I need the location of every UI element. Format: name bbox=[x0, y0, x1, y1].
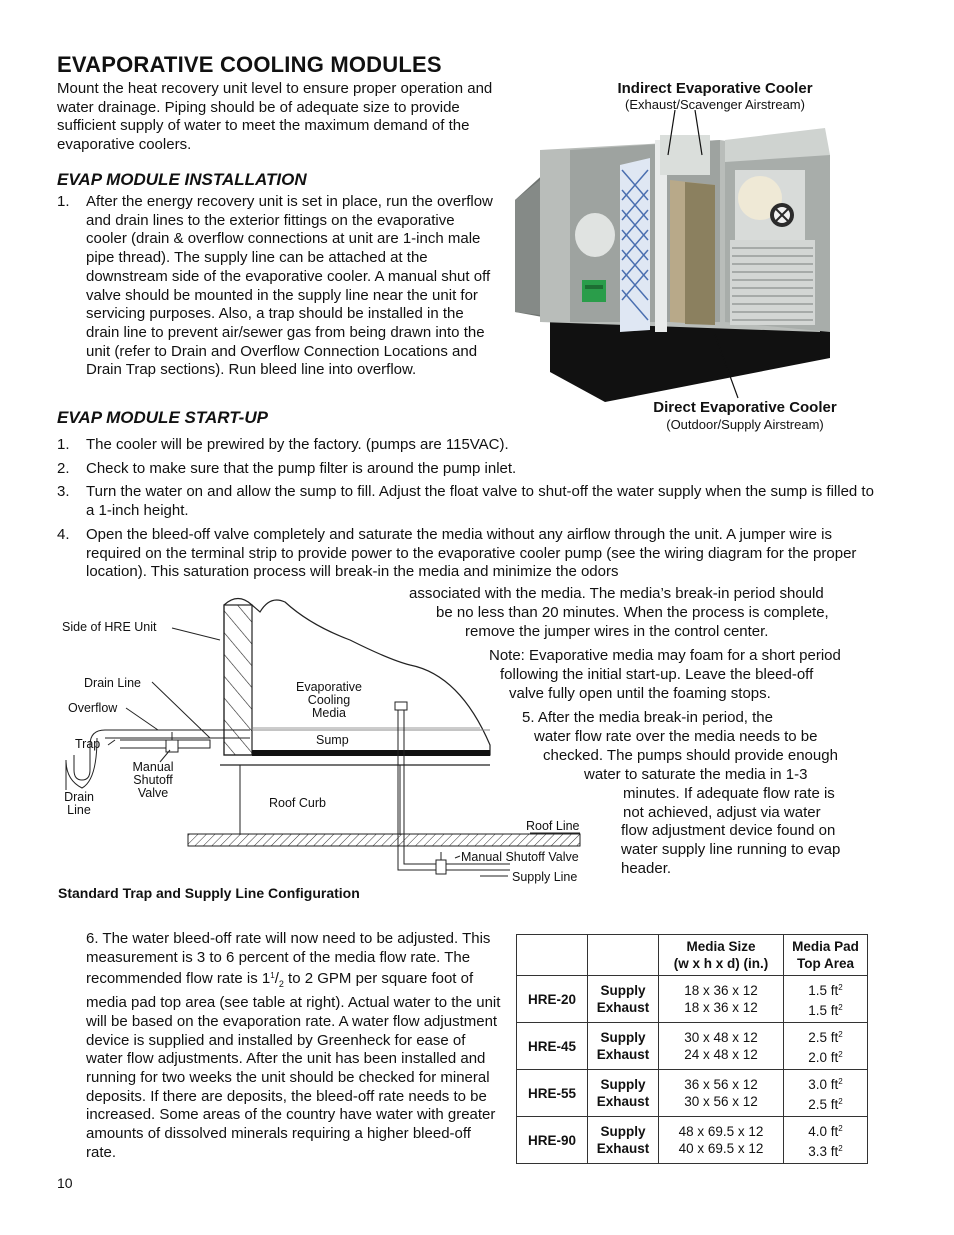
label-roof-line: Roof Line bbox=[526, 819, 580, 833]
supply-label: Supply bbox=[600, 1030, 646, 1045]
model-cell: HRE-55 bbox=[517, 1070, 588, 1117]
installation-heading: EVAP MODULE INSTALLATION bbox=[57, 170, 307, 189]
direct-cooler-sublabel: (Outdoor/Supply Airstream) bbox=[666, 417, 824, 432]
item6-text-end: to 2 GPM per square foot of media pad top area (see table at right). Actual water to the unit will be based on the evaporation rate. A water flow adjustment device is supplied and installed by Greenheck for ease of water flow adjustments. After the unit has been installed and running for two weeks the unit should be checked for mineral deposits. If there are deposits, the bleed-off rate needs to be increased. Some areas of the country have water with greater amounts of dissolved minerals requiring a higher bleed-off rate. bbox=[86, 970, 501, 1161]
item5-line: water flow rate over the media needs to be bbox=[534, 728, 818, 745]
label-line: Cooling bbox=[307, 693, 351, 707]
startup-item bbox=[57, 436, 877, 455]
item4-continued-line: associated with the media. The media’s break-in period should bbox=[409, 585, 824, 602]
exhaust-label: Exhaust bbox=[596, 1094, 650, 1109]
item4-continued-line: be no less than 20 minutes. When the process is complete, bbox=[436, 604, 829, 621]
exponent: 2 bbox=[838, 1050, 843, 1059]
startup-list bbox=[57, 436, 877, 582]
exhaust-area: 3.3 ft bbox=[808, 1144, 839, 1159]
exponent: 2 bbox=[838, 1097, 843, 1106]
item-number: 2. bbox=[57, 459, 70, 477]
label-trap: Trap bbox=[75, 737, 101, 751]
label-manual-shutoff-valve bbox=[124, 761, 182, 800]
startup-item bbox=[57, 483, 877, 520]
startup-item bbox=[57, 460, 877, 479]
item-number: 1. bbox=[57, 436, 70, 453]
top-area-cell bbox=[784, 1023, 868, 1070]
item-text: Turn the water on and allow the sump to fill. Adjust the float valve to shut-off the water supply when the sump is filled to a 1-inch height. bbox=[86, 483, 874, 520]
label-line: Shutoff bbox=[133, 773, 173, 787]
label-line: Valve bbox=[137, 786, 169, 800]
item5-line: water supply line running to evap bbox=[621, 841, 841, 858]
item6-paragraph: 6. The water bleed-off rate will now need to be adjusted. This measurement is 3 to 6 percent of the media flow rate. The recommended flow rate is $1^1/_2$ to 2 GPM per square foot of media pad top area (see table at right). Actual water to the unit will be based on the evaporation rate. A water flow adjustment device is supplied and installed by Greenheck for ease of water flow adjustments. After the unit has been installed and running for two weeks the unit should be checked for mineral deposits. If there are deposits, the bleed-off rate needs to be increased. Some areas of the country have water with greater amounts of dissolved minerals requiring a higher bleed-off rate. bbox=[86, 930, 501, 1161]
diagram-caption: Standard Trap and Supply Line Configuration bbox=[58, 885, 360, 901]
airstream-cell bbox=[588, 1117, 659, 1164]
exponent: 2 bbox=[838, 1144, 843, 1153]
table-row bbox=[517, 976, 868, 1023]
item5-line: water to saturate the media in 1-3 bbox=[584, 766, 808, 783]
installation-list bbox=[57, 193, 497, 380]
supply-size: 48 x 69.5 x 12 bbox=[678, 1124, 764, 1139]
item5-line: 5. After the media break-in period, the bbox=[522, 709, 773, 726]
supply-size: 18 x 36 x 12 bbox=[684, 983, 758, 998]
exhaust-area: 2.0 ft bbox=[808, 1050, 839, 1065]
exponent: 2 bbox=[838, 1003, 843, 1012]
header-cell bbox=[517, 935, 588, 976]
media-size-cell bbox=[659, 1023, 784, 1070]
label-drain-line-bottom bbox=[60, 791, 98, 817]
item5-line: not achieved, adjust via water bbox=[623, 804, 821, 821]
item-text: Open the bleed-off valve completely and saturate the media without any airflow through the unit. A jumper wire is required on the terminal strip to provide power to the evaporative cooler pump (see the wiring diagram for the proper location). This saturation process will break-in the media and minimize the odors bbox=[86, 525, 857, 581]
supply-label: Supply bbox=[600, 1077, 646, 1092]
header-media-size: Media Size (w x h x d) (in.) bbox=[659, 935, 784, 976]
exhaust-size: 40 x 69.5 x 12 bbox=[678, 1141, 764, 1156]
label-drain-line: Drain Line bbox=[84, 676, 141, 690]
label-manual-shutoff-valve-right: Manual Shutoff Valve bbox=[461, 850, 579, 864]
item-number: 3. bbox=[57, 483, 70, 501]
exponent: 2 bbox=[838, 1124, 843, 1133]
exhaust-size: 24 x 48 x 12 bbox=[684, 1047, 758, 1062]
item4-continued-line: remove the jumper wires in the control center. bbox=[465, 623, 769, 640]
label-line: Line bbox=[67, 803, 91, 817]
supply-area: 4.0 ft bbox=[808, 1124, 839, 1139]
label-side-of-hre-unit: Side of HRE Unit bbox=[62, 620, 157, 634]
label-sump: Sump bbox=[316, 733, 349, 747]
top-area-cell bbox=[784, 1070, 868, 1117]
supply-size: 36 x 56 x 12 bbox=[684, 1077, 758, 1092]
item-text: After the energy recovery unit is set in place, run the overflow and drain lines to the exterior fittings on the evaporative cooler (drain & overflow connections at unit are 1-inch male pipe thread). The supply line can be attached at the downstream side of the evaporative cooler. A manual shut off valve should be mounted in the supply line near the unit for servicing purposes. Also, a trap should be installed in the drain line to prevent air/sewer gas from being drawn into the unit (refer to Drain and Overflow Connection Locations and Drain Trap sections). Run bleed line into overflow. bbox=[86, 193, 493, 379]
label-line: Evaporative bbox=[295, 680, 362, 694]
label-line: Drain bbox=[64, 790, 94, 804]
media-size-cell bbox=[659, 1117, 784, 1164]
table-row bbox=[517, 1070, 868, 1117]
media-size-cell bbox=[659, 976, 784, 1023]
item5-line: checked. The pumps should provide enough bbox=[543, 747, 838, 764]
item-number: 1. bbox=[57, 193, 70, 210]
supply-label: Supply bbox=[600, 983, 646, 998]
startup-heading: EVAP MODULE START-UP bbox=[57, 408, 268, 427]
startup-item bbox=[57, 526, 877, 582]
airstream-cell bbox=[588, 1070, 659, 1117]
header-media-pad-top-area: Media Pad Top Area bbox=[784, 935, 868, 976]
note-line: Note: Evaporative media may foam for a short period bbox=[489, 647, 841, 664]
supply-area: 3.0 ft bbox=[808, 1077, 839, 1092]
supply-area: 1.5 ft bbox=[808, 983, 839, 998]
top-area-cell bbox=[784, 1117, 868, 1164]
evap-unit-illustration bbox=[510, 110, 840, 405]
direct-cooler-label: Direct Evaporative Cooler bbox=[653, 399, 837, 416]
item5-line: flow adjustment device found on bbox=[621, 822, 836, 839]
top-area-cell bbox=[784, 976, 868, 1023]
label-roof-curb: Roof Curb bbox=[269, 796, 326, 810]
fraction-denominator: 2 bbox=[278, 979, 284, 990]
exhaust-label: Exhaust bbox=[596, 1000, 650, 1015]
page-title: EVAPORATIVE COOLING MODULES bbox=[57, 52, 442, 77]
label-overflow: Overflow bbox=[68, 701, 118, 715]
label-supply-line: Supply Line bbox=[512, 870, 578, 884]
label-line: Media bbox=[311, 706, 347, 720]
item6-text-start: 6. The water bleed-off rate will now need to be adjusted. This measurement is 3 to 6 percent of the media flow rate. The recommended flow rate is 1 bbox=[86, 930, 491, 988]
exhaust-area: 2.5 ft bbox=[808, 1097, 839, 1112]
page-number: 10 bbox=[57, 1175, 73, 1191]
model-cell: HRE-45 bbox=[517, 1023, 588, 1070]
intro-paragraph: Mount the heat recovery unit level to ensure proper operation and water drainage. Piping should be of adequate size to provide sufficient supply of water to meet the maximum demand of the evaporative coolers. bbox=[57, 80, 493, 154]
label-evaporative-cooling-media bbox=[285, 681, 373, 720]
note-line: valve fully open until the foaming stops. bbox=[509, 685, 771, 702]
exhaust-area: 1.5 ft bbox=[808, 1003, 839, 1018]
model-cell: HRE-90 bbox=[517, 1117, 588, 1164]
supply-label: Supply bbox=[600, 1124, 646, 1139]
airstream-cell bbox=[588, 1023, 659, 1070]
note-line: following the initial start-up. Leave the bleed-off bbox=[500, 666, 814, 683]
header-cell bbox=[588, 935, 659, 976]
item5-line: minutes. If adequate flow rate is bbox=[623, 785, 835, 802]
exhaust-size: 30 x 56 x 12 bbox=[684, 1094, 758, 1109]
table-row bbox=[517, 1023, 868, 1070]
airstream-cell bbox=[588, 976, 659, 1023]
exponent: 2 bbox=[838, 1077, 843, 1086]
label-line: Manual bbox=[132, 760, 174, 774]
item-text: The cooler will be prewired by the factory. (pumps are 115VAC). bbox=[86, 436, 509, 453]
exhaust-label: Exhaust bbox=[596, 1047, 650, 1062]
item-number: 4. bbox=[57, 525, 70, 543]
exponent: 2 bbox=[838, 983, 843, 992]
exhaust-label: Exhaust bbox=[596, 1141, 650, 1156]
item5-line: header. bbox=[621, 860, 672, 877]
item-text: Check to make sure that the pump filter is around the pump inlet. bbox=[86, 459, 517, 477]
installation-item bbox=[57, 193, 497, 380]
media-size-table bbox=[516, 934, 868, 1164]
table-row bbox=[517, 1117, 868, 1164]
fraction-numerator: 1 bbox=[270, 971, 275, 981]
exponent: 2 bbox=[838, 1030, 843, 1039]
supply-area: 2.5 ft bbox=[808, 1030, 839, 1045]
exhaust-size: 18 x 36 x 12 bbox=[684, 1000, 758, 1015]
media-size-cell bbox=[659, 1070, 784, 1117]
table-header-row bbox=[517, 935, 868, 976]
indirect-cooler-label: Indirect Evaporative Cooler bbox=[617, 80, 813, 97]
supply-size: 30 x 48 x 12 bbox=[684, 1030, 758, 1045]
model-cell: HRE-20 bbox=[517, 976, 588, 1023]
indirect-cooler-sublabel: (Exhaust/Scavenger Airstream) bbox=[625, 97, 805, 112]
